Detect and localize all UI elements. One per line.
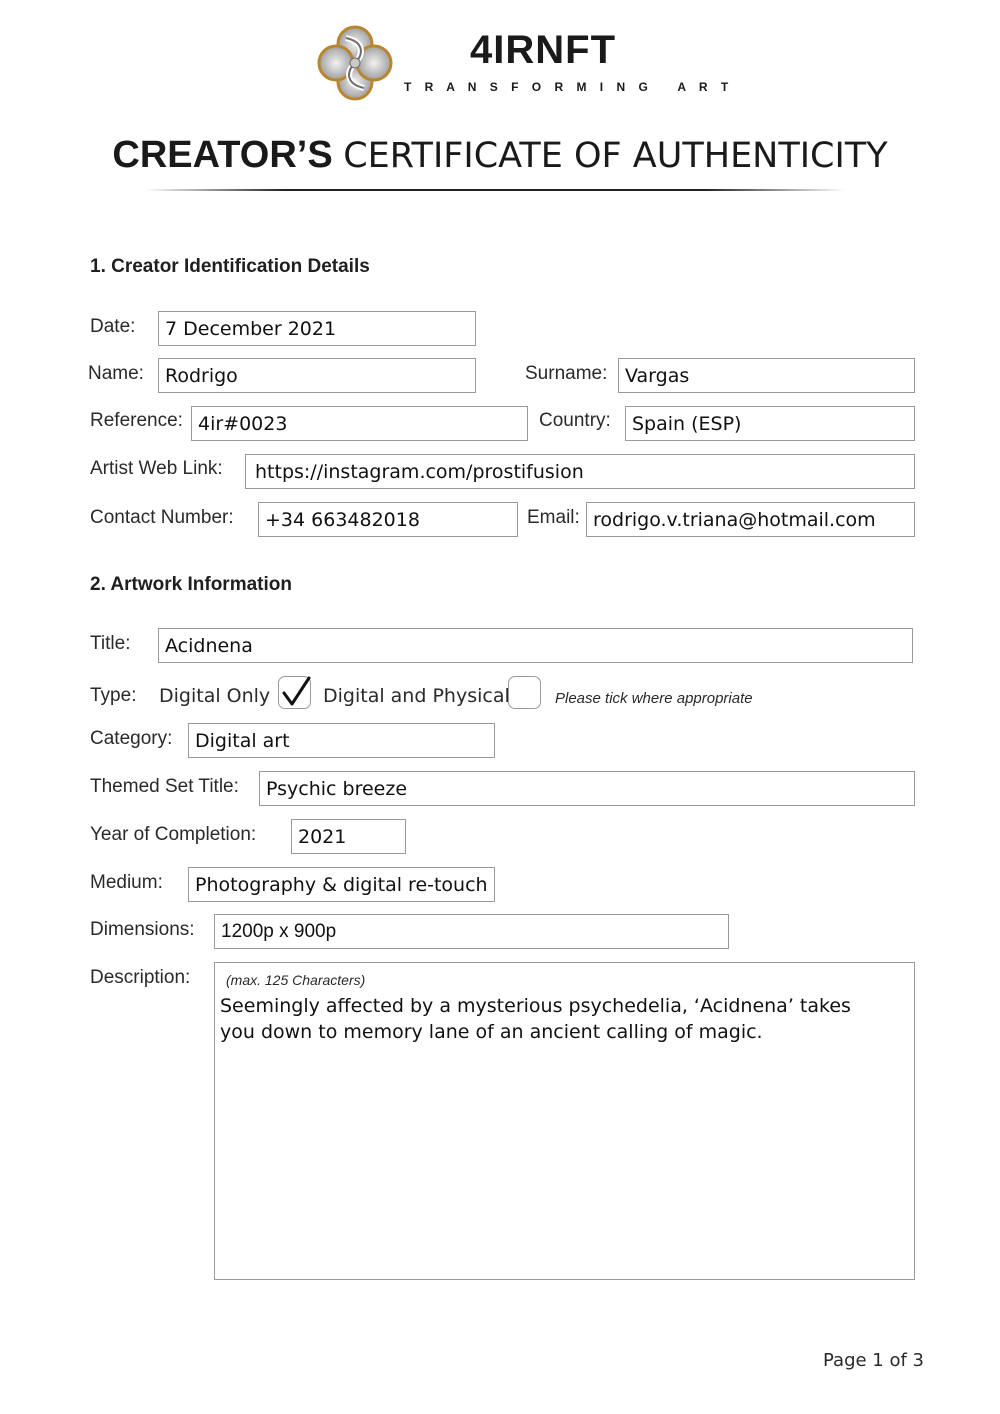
page-title-rest: CERTIFICATE OF AUTHENTICITY: [343, 136, 888, 176]
brand-logo-icon: [316, 24, 394, 102]
description-text: Seemingly affected by a mysterious psychedelia, ‘Acidnena’ takes you down to memory lane of an ancient calling of magic.: [220, 995, 851, 1043]
medium-field[interactable]: Photography & digital re-touch: [188, 867, 495, 902]
page-number: Page 1 of 3: [823, 1350, 924, 1371]
country-label: Country:: [539, 410, 611, 431]
contact-field[interactable]: +34 663482018: [258, 502, 518, 537]
category-label: Category:: [90, 728, 173, 749]
title-field[interactable]: Acidnena: [158, 628, 913, 663]
year-field[interactable]: 2021: [291, 819, 406, 854]
section1-heading: 1. Creator Identification Details: [90, 256, 370, 277]
description-hint: (max. 125 Characters): [226, 972, 366, 988]
name-field[interactable]: Rodrigo: [158, 358, 476, 393]
year-label: Year of Completion:: [90, 824, 257, 845]
digital-only-checkbox[interactable]: [278, 676, 311, 709]
weblink-field[interactable]: https://instagram.com/prostifusion: [245, 454, 915, 489]
type-option-digital-physical: Digital and Physical: [323, 685, 510, 707]
surname-field[interactable]: Vargas: [618, 358, 915, 393]
dimensions-field[interactable]: 1200p x 900p: [214, 914, 729, 949]
page-title-bold: CREATOR’S: [112, 134, 333, 176]
reference-label: Reference:: [90, 410, 183, 431]
type-hint: Please tick where appropriate: [555, 690, 753, 707]
title-label: Title:: [90, 633, 131, 654]
themed-set-field[interactable]: Psychic breeze: [259, 771, 915, 806]
description-label: Description:: [90, 967, 191, 988]
checkmark-icon: [279, 675, 312, 708]
category-field[interactable]: Digital art: [188, 723, 495, 758]
section2-heading: 2. Artwork Information: [90, 574, 292, 595]
date-field[interactable]: 7 December 2021: [158, 311, 476, 346]
contact-label: Contact Number:: [90, 507, 234, 528]
brand-name: 4IRNFT: [470, 28, 616, 72]
dimensions-label: Dimensions:: [90, 919, 195, 940]
title-divider: [145, 189, 845, 191]
page-title: [0, 134, 1000, 177]
date-label: Date:: [90, 316, 136, 337]
themed-set-label: Themed Set Title:: [90, 776, 239, 797]
description-field[interactable]: [214, 962, 915, 1280]
email-label: Email:: [527, 507, 580, 528]
brand-tagline: T R A N S F O R M I N G A R T: [404, 80, 734, 94]
country-field[interactable]: Spain (ESP): [625, 406, 915, 441]
type-label: Type:: [90, 685, 137, 706]
email-field[interactable]: rodrigo.v.triana@hotmail.com: [586, 502, 915, 537]
weblink-label: Artist Web Link:: [90, 458, 223, 479]
name-label: Name:: [88, 363, 144, 384]
medium-label: Medium:: [90, 872, 163, 893]
digital-physical-checkbox[interactable]: [508, 676, 541, 709]
type-option-digital-only: Digital Only: [159, 685, 271, 707]
reference-field[interactable]: 4ir#0023: [191, 406, 528, 441]
surname-label: Surname:: [525, 363, 608, 384]
